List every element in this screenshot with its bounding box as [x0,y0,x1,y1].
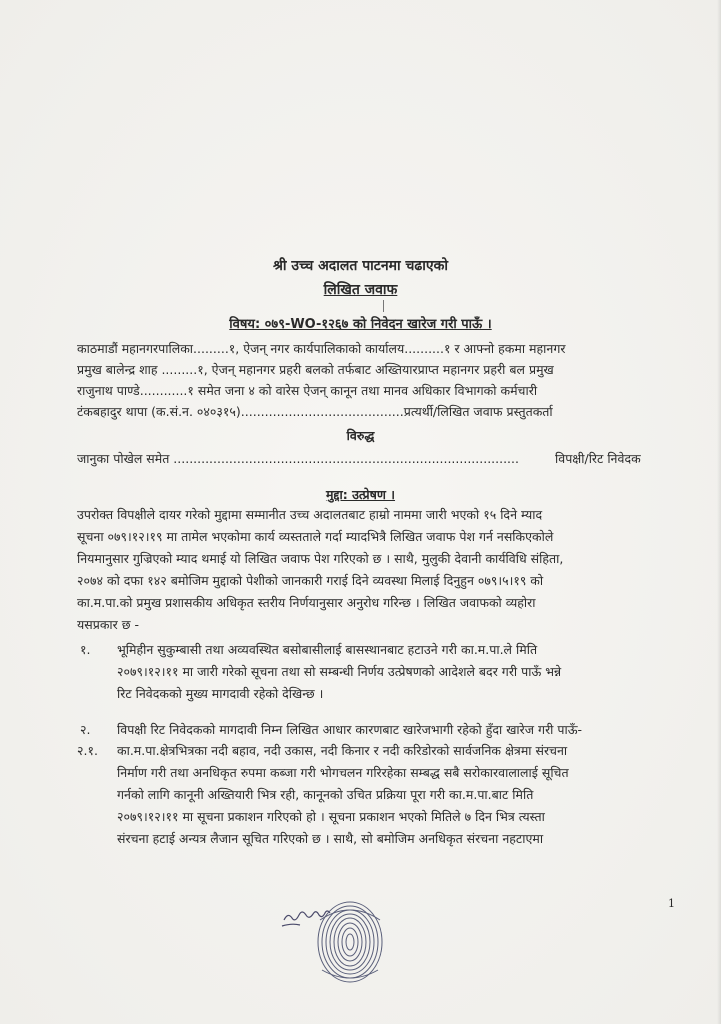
intro-line-6: यसप्रकार छ - [77,617,139,632]
point-number: २. [80,722,91,737]
point-2-1-line-3: गर्नको लागि कानूनी अख्तियारी भित्र रही, कानूनको उचित प्रक्रिया पूरा गरी का.म.पा.बाट मिति [117,787,534,802]
point-2-line-1: विपक्षी रिट निवेदकको मागदावी निम्न लिखित आधार कारणबाट खारेजभागी रहेको हुँदा खारेज गरी पाऊँ- [117,722,583,737]
intro-line-5: का.म.पा.को प्रमुख प्रशासकीय अधिकृत स्तरीय निर्णयानुसार अनुरोध गरिन्छ । लिखित जवाफको व्यहोरा [77,595,536,610]
intro-line-3: नियमानुसार गुज्रिएको म्याद थमाई यो लिखित जवाफ पेश गरिएको छ । साथै, मुलुकी देवानी कार्यविधि संहिता, [77,551,564,566]
subject-line: विषय: ०७९-WO-१२६७ को निवेदन खारेज गरी पाऊँ । [229,317,492,332]
point-2-1-line-2: निर्माण गरी तथा अनधिकृत रुपमा कब्जा गरी भोगचलन गरिरहेका सम्बद्ध सबै सरोकारवालालाई सूचित [117,765,569,780]
respondent-line-2: प्रमुख बालेन्द्र शाह .........१, ऐजन् महानगर प्रहरी बलको तर्फबाट अख्तियारप्राप्त महानगर प्रहरी बल प्रमुख [77,362,554,377]
respondent-line-1: काठमाडौं महानगरपालिका.........१, ऐजन् नगर कार्यपालिकाको कार्यालय..........१ र आफ्नो हकमा महानगर [77,341,566,356]
scan-edge-shadow [717,0,721,1024]
intro-line-2: सूचना ०७९।१२।१९ मा तामेल भएकोमा कार्य व्यस्तताले गर्दा म्यादभित्रै लिखित जवाफ पेश गर्न नसकिएकोले [77,529,554,544]
point-1-line-3: रिट निवेदकको मुख्य मागदावी रहेको देखिन्छ । [117,686,324,701]
point-number: १. [80,642,91,657]
point-2-1-line-1: का.म.पा.क्षेत्रभित्रका नदी बहाव, नदी उकास, नदी किनार र नदी करिडोरको सार्वजनिक क्षेत्रमा संरचना [117,743,568,758]
court-heading: श्री उच्च अदालत पाटनमा चढाएको [272,258,449,274]
signature-thumbprint [270,880,400,990]
document-title: लिखित जवाफ [323,282,398,298]
respondent-line-4: टंकबहादुर थापा (क.सं.न. ०४०३१५).........................................प्रत्यर्थी/लिखित जवाफ प्रस्तुतकर्ता [77,404,553,419]
point-number: २.१. [77,743,98,758]
respondent-line-3: राजुनाथ पाण्डे............१ समेत जना ४ को वारेस ऐजन् कानून तथा मानव अधिकार विभागको कर्मचारी [77,383,538,398]
point-2-1-line-5: संरचना हटाई अन्यत्र लैजान सूचित गरिएको छ । साथै, सो बमोजिम अनधिकृत संरचना नहटाएमा [117,831,544,846]
petitioner-name: जानुका पोखेल समेत ....................................................................................... [77,451,519,466]
point-1-line-2: २०७९।१२।११ मा जारी गरेको सूचना तथा सो सम्बन्धी निर्णय उत्प्रेषणको आदेशले बदर गरी पाऊँ भन्ने [117,664,562,679]
thumbprint-icon [318,902,382,982]
intro-line-4: २०७४ को दफा १४२ बमोजिम मुद्दाको पेशीको जानकारी गराई दिने व्यवस्था मिलाई दिनुहुन ०७९।५।१९ को [77,573,544,588]
page-number: 1 [668,897,675,910]
point-2-1-line-4: २०७९।१२।११ मा सूचना प्रकाशन गरिएको हो । सूचना प्रकाशन भएको मितिले ७ दिन भित्र त्यस्ता [117,809,545,824]
pen-mark [383,300,384,312]
intro-line-1: उपरोक्त विपक्षीले दायर गरेको मुद्दामा सम्मानीत उच्च अदालतबाट हाम्रो नाममा जारी भएको १५ दिने म्याद [77,507,543,522]
versus-label: विरुद्ध [346,428,375,443]
petitioner-role: विपक्षी/रिट निवेदक [555,451,641,466]
point-1-line-1: भूमिहीन सुकुम्बासी तथा अव्यवस्थित बसोबासीलाई बासस्थानबाट हटाउने गरी का.म.पा.ले मिति [117,642,538,657]
case-title: मुद्दा: उत्प्रेषण । [325,487,396,502]
